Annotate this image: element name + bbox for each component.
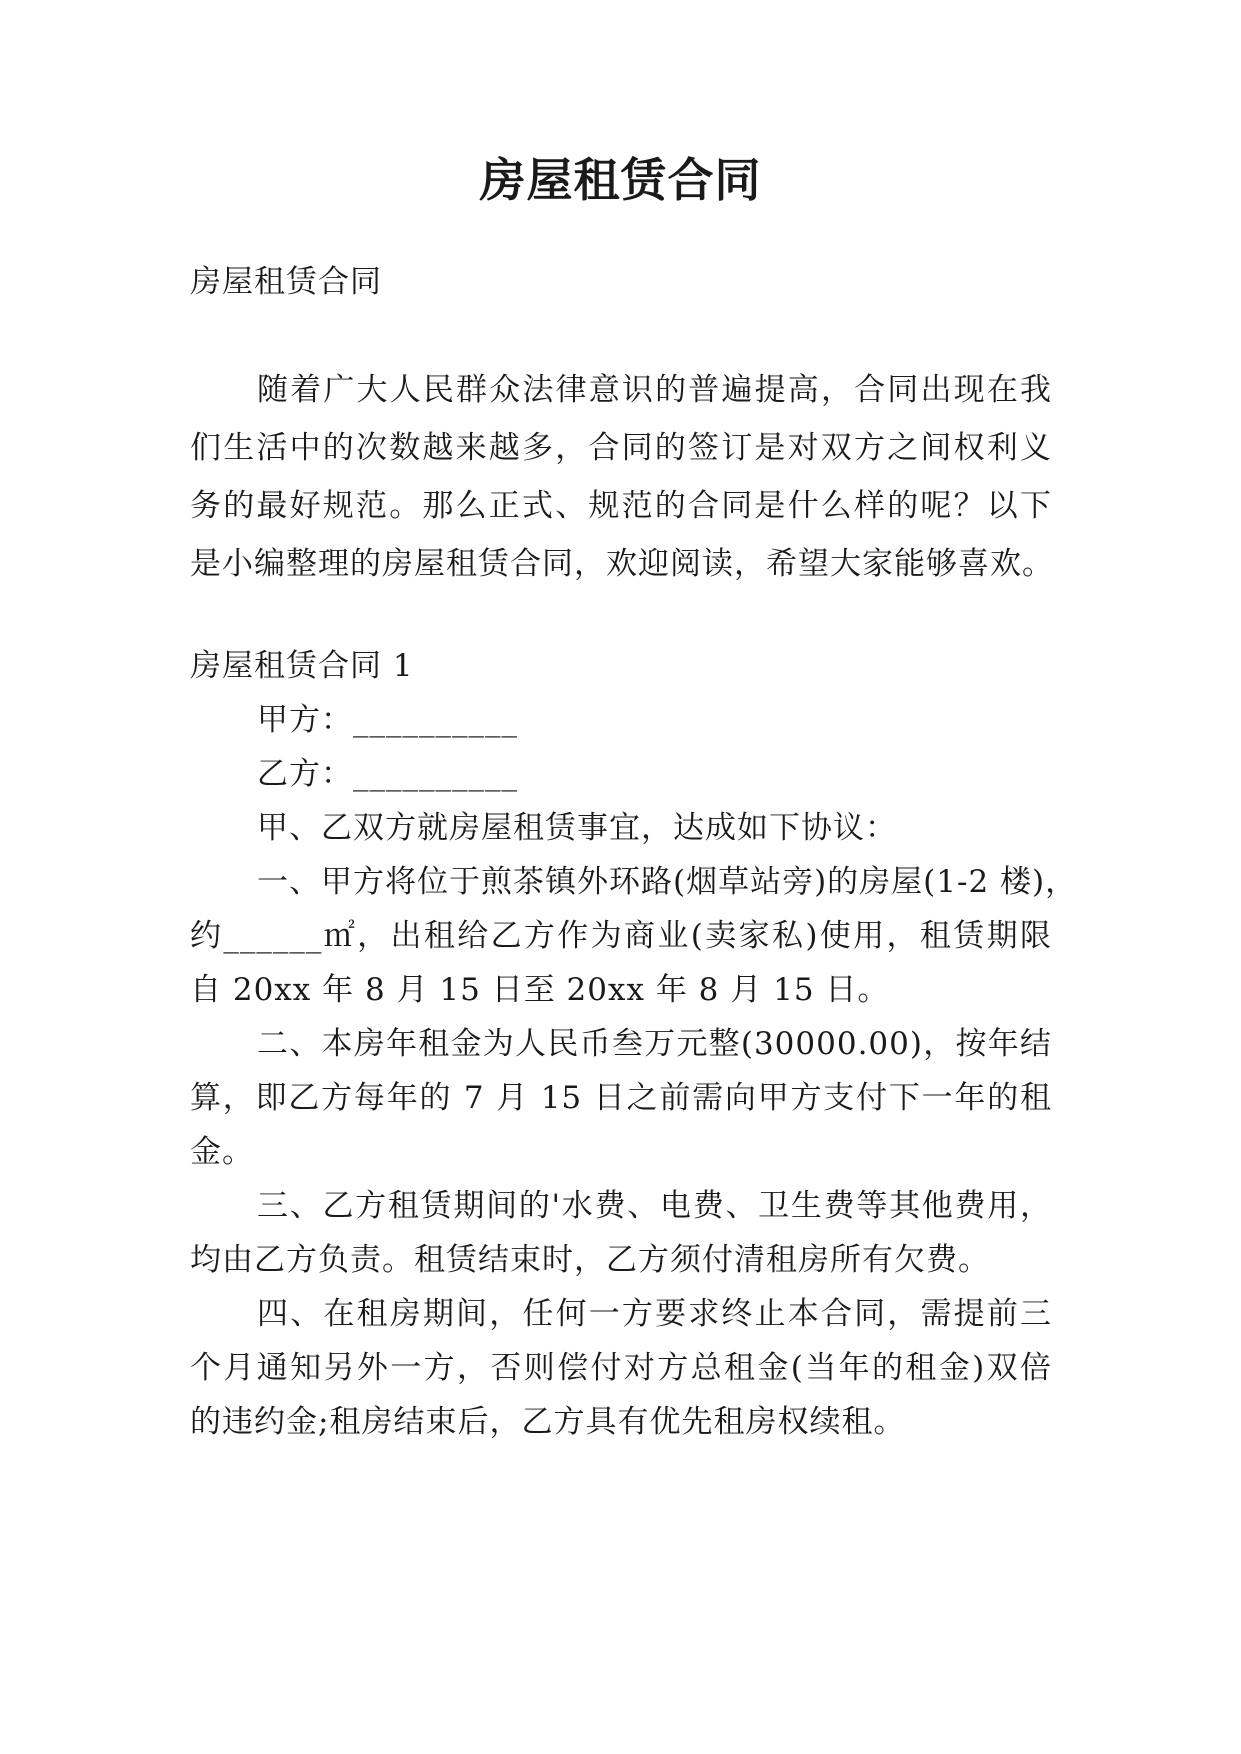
clause-line: 自 20xx 年 8 月 15 日至 20xx 年 8 月 15 日。 [190,972,890,1008]
clause-line: 二、本房年租金为人民币叁万元整(30000.00)，按年结 [257,1026,1052,1062]
party-a-line: 甲方：__________ [257,702,518,738]
clause-line: 的违约金;租房结束后，乙方具有优先租房权续租。 [190,1404,906,1440]
document-title: 房屋租赁合同 [479,153,762,207]
intro-line: 是小编整理的房屋租赁合同，欢迎阅读，希望大家能够喜欢。 [190,546,1054,582]
clause-line: 个月通知另外一方，否则偿付对方总租金(当年的租金)双倍 [190,1350,1052,1386]
document-subtitle: 房屋租赁合同 [190,264,382,300]
clause-line: 算，即乙方每年的 7 月 15 日之前需向甲方支付下一年的租 [190,1080,1052,1116]
clause-line: 金。 [190,1134,254,1170]
clause-line: 约______㎡，出租给乙方作为商业(卖家私)使用，租赁期限 [190,918,1052,954]
contract-heading: 房屋租赁合同 1 [190,648,414,684]
clause-line: 三、乙方租赁期间的'水费、电费、卫生费等其他费用， [257,1188,1052,1224]
party-b-line: 乙方：__________ [257,756,518,792]
clause-line: 均由乙方负责。租赁结束时，乙方须付清租房所有欠费。 [190,1242,990,1278]
clause-line: 一、甲方将位于煎茶镇外环路(烟草站旁)的房屋(1-2 楼)， [257,864,1078,900]
intro-line: 们生活中的次数越来越多，合同的签订是对双方之间权利义 [190,430,1052,466]
agreement-intro: 甲、乙双方就房屋租赁事宜，达成如下协议： [257,810,897,846]
intro-line: 务的最好规范。那么正式、规范的合同是什么样的呢？以下 [190,488,1052,524]
intro-line: 随着广大人民群众法律意识的普遍提高，合同出现在我 [257,372,1052,408]
clause-line: 四、在租房期间，任何一方要求终止本合同，需提前三 [257,1296,1052,1332]
